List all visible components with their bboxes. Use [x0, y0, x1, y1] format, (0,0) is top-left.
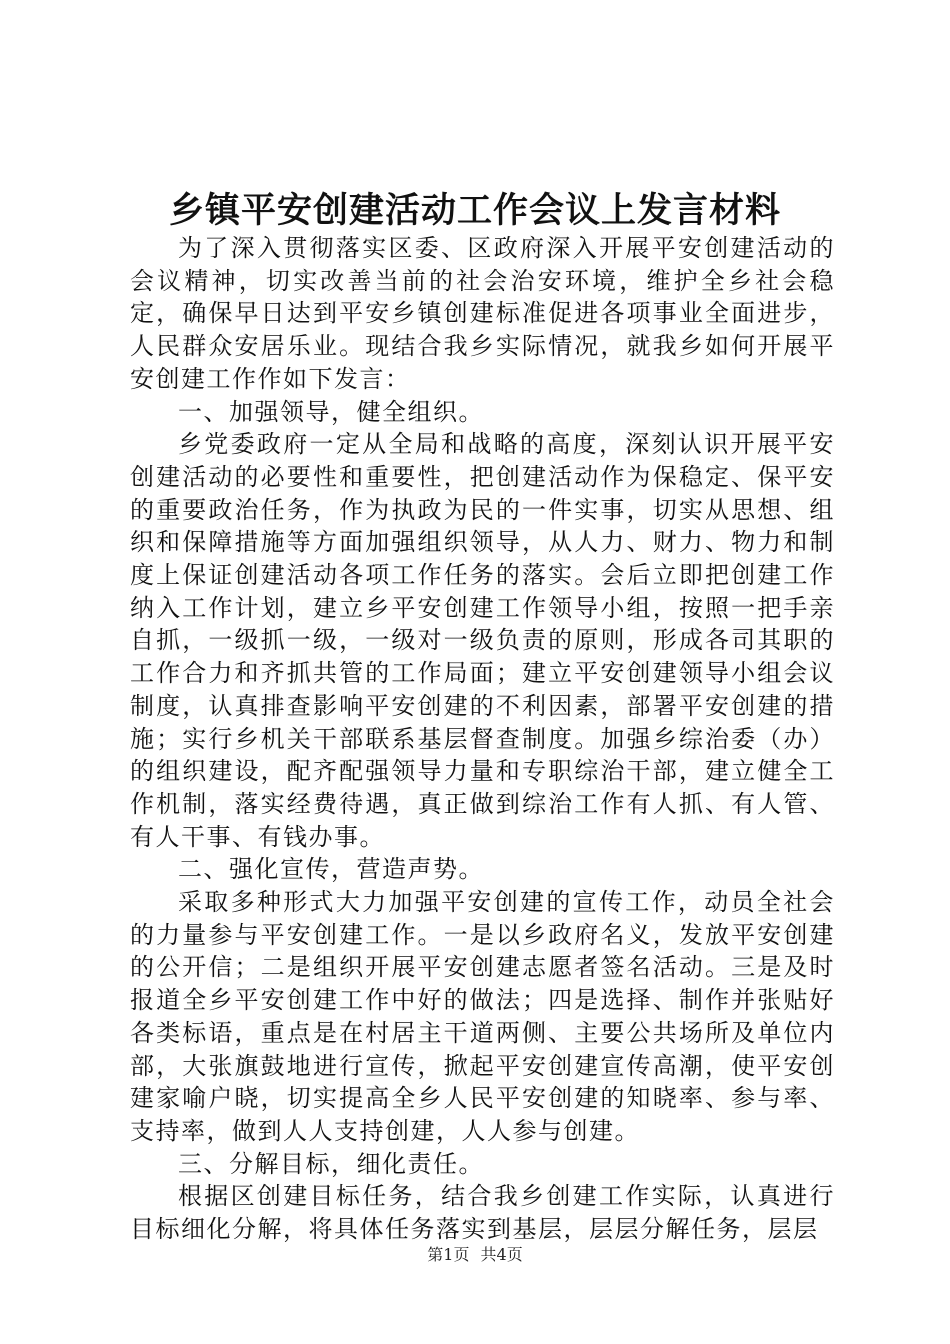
paragraph-section-1: 乡党委政府一定从全局和战略的高度，深刻认识开展平安创建活动的必要性和重要性，把创建活动作为保稳定、保平安的重要政治任务，作为执政为民的一件实事，切实从思想、组织和保障措施等方面加强组织领导，从人力、财力、物力和制度上保证创建活动各项工作任务的落实。会后立即把创建工作纳入工作计划，建立乡平安创建工作领导小组，按照一把手亲自抓，一级抓一级，一级对一级负责的原则，形成各司其职的工作合力和齐抓共管的工作局面；建立平安创建领导小组会议制度，认真排查影响平安创建的不利因素，部署平安创建的措施；实行乡机关干部联系基层督查制度。加强乡综治委（办）的组织建设，配齐配强领导力量和专职综治干部，建立健全工作机制，落实经费待遇，真正做到综治工作有人抓、有人管、有人干事、有钱办事。	[130, 430, 835, 851]
page-footer	[0, 1244, 950, 1266]
page-total: 共4页	[480, 1245, 523, 1264]
document-title: 乡镇平安创建活动工作会议上发言材料	[168, 190, 781, 231]
page-number: 第1页	[427, 1245, 470, 1264]
paragraph-section-2: 采取多种形式大力加强平安创建的宣传工作，动员全社会的力量参与平安创建工作。一是以乡政府名义，发放平安创建的公开信；二是组织开展平安创建志愿者签名活动。三是及时报道全乡平安创建工作中好的做法；四是选择、制作并张贴好各类标语，重点是在村居主干道两侧、主要公共场所及单位内部，大张旗鼓地进行宣传，掀起平安创建宣传高潮，使平安创建家喻户晓，切实提高全乡人民平安创建的知晓率、参与率、支持率，做到人人支持创建，人人参与创建。	[130, 888, 835, 1145]
section-heading-3: 三、分解目标，细化责任。	[178, 1149, 484, 1178]
paragraph-section-3: 根据区创建目标任务，结合我乡创建工作实际，认真进行目标细化分解，将具体任务落实到基层，层层分解任务，层层	[130, 1182, 835, 1244]
section-heading-2: 二、强化宣传，营造声势。	[178, 855, 484, 884]
section-heading-1: 一、加强领导，健全组织。	[178, 397, 484, 426]
paragraph-intro: 为了深入贯彻落实区委、区政府深入开展平安创建活动的会议精神，切实改善当前的社会治安环境，维护全乡社会稳定，确保早日达到平安乡镇创建标准促进各项事业全面进步，人民群众安居乐业。现结合我乡实际情况，就我乡如何开展平安创建工作作如下发言：	[130, 234, 835, 393]
document-body	[130, 232, 835, 1246]
